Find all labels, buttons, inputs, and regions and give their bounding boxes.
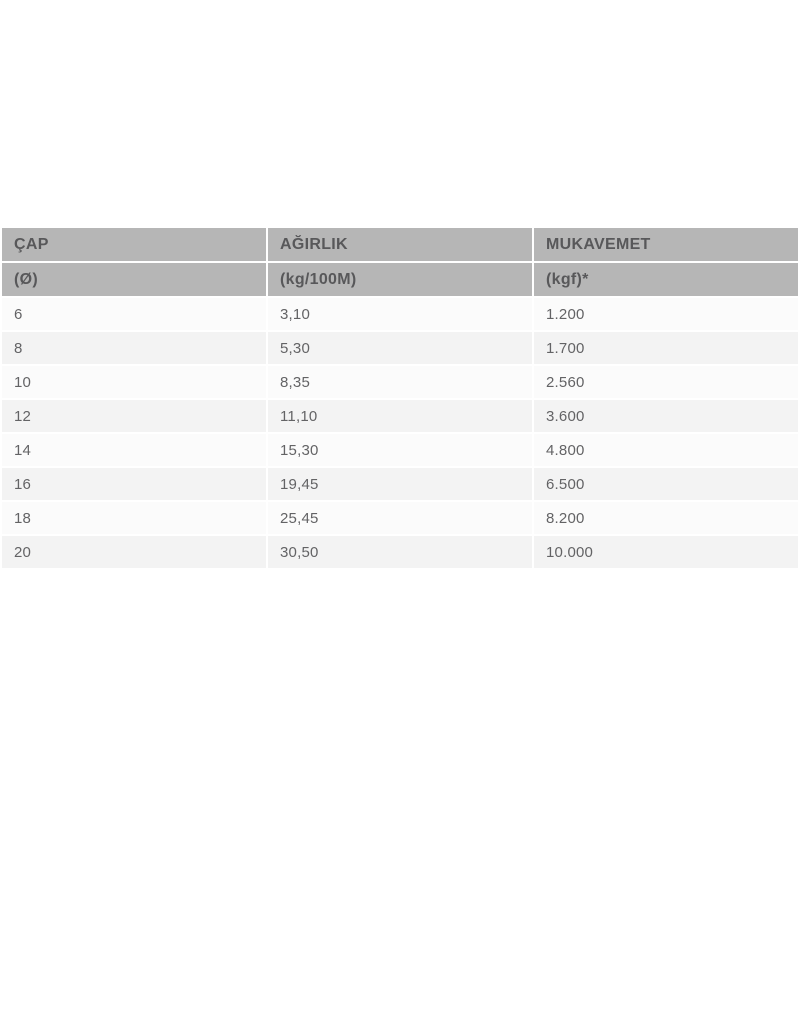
- cell-mukavemet: 2.560: [534, 366, 798, 398]
- table-row: [2, 366, 798, 398]
- cell-mukavemet: 1.200: [534, 298, 798, 330]
- cell-cap: 14: [2, 434, 266, 466]
- cell-agirlik: 3,10: [268, 298, 532, 330]
- cell-mukavemet: 3.600: [534, 400, 798, 432]
- column-header-mukavemet: MUKAVEMET: [534, 228, 798, 261]
- cell-mukavemet: 8.200: [534, 502, 798, 534]
- column-unit-cap: (Ø): [2, 263, 266, 296]
- cell-cap: 18: [2, 502, 266, 534]
- cell-cap: 16: [2, 468, 266, 500]
- cell-agirlik: 25,45: [268, 502, 532, 534]
- column-unit-mukavemet: (kgf)*: [534, 263, 798, 296]
- table-row: [2, 298, 798, 330]
- column-unit-agirlik: (kg/100M): [268, 263, 532, 296]
- cell-mukavemet: 6.500: [534, 468, 798, 500]
- spec-table-body: [2, 298, 798, 568]
- cell-agirlik: 8,35: [268, 366, 532, 398]
- cell-agirlik: 19,45: [268, 468, 532, 500]
- cell-agirlik: 11,10: [268, 400, 532, 432]
- header-row-units: [2, 263, 798, 296]
- cell-cap: 12: [2, 400, 266, 432]
- spec-table-container: [0, 226, 800, 570]
- cell-cap: 10: [2, 366, 266, 398]
- table-row: [2, 400, 798, 432]
- table-row: [2, 468, 798, 500]
- cell-cap: 20: [2, 536, 266, 568]
- column-header-cap: ÇAP: [2, 228, 266, 261]
- table-row: [2, 502, 798, 534]
- cell-agirlik: 15,30: [268, 434, 532, 466]
- spec-table-header: [2, 228, 798, 296]
- table-row: [2, 536, 798, 568]
- cell-agirlik: 5,30: [268, 332, 532, 364]
- cell-mukavemet: 4.800: [534, 434, 798, 466]
- cell-cap: 6: [2, 298, 266, 330]
- table-row: [2, 434, 798, 466]
- cell-mukavemet: 10.000: [534, 536, 798, 568]
- table-row: [2, 332, 798, 364]
- column-header-agirlik: AĞIRLIK: [268, 228, 532, 261]
- spec-table: [0, 226, 800, 570]
- cell-agirlik: 30,50: [268, 536, 532, 568]
- cell-mukavemet: 1.700: [534, 332, 798, 364]
- header-row-title: [2, 228, 798, 261]
- cell-cap: 8: [2, 332, 266, 364]
